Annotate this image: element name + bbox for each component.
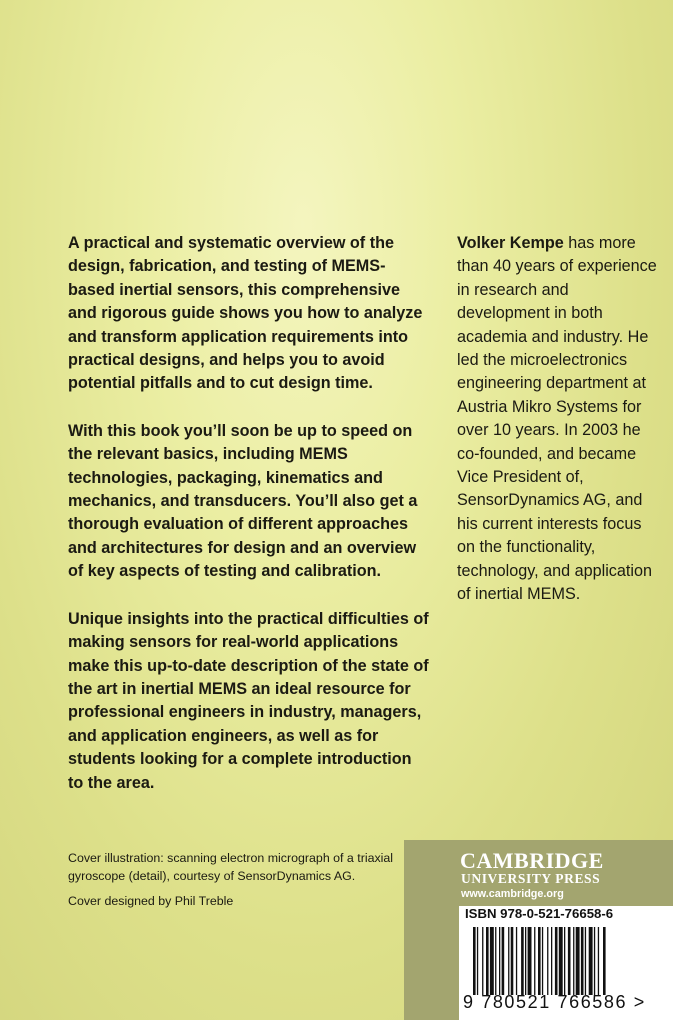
- barcode-bar: [551, 927, 552, 995]
- barcode-bar: [508, 927, 509, 995]
- barcode-bar: [528, 927, 532, 995]
- barcode-bar: [559, 927, 563, 995]
- publisher-panel: [404, 840, 673, 1020]
- barcode-bar: [499, 927, 500, 995]
- barcode-bar: [516, 927, 517, 995]
- publisher-url: www.cambridge.org: [461, 888, 564, 900]
- description-paragraph-1: A practical and systematic overview of the design, fabrication, and testing of MEMS-based inertial sensors, this comprehensive and rigorous guide shows you how to analyze and transform application requirements into practical designs, and helps you to avoid potential pitfalls and to cut design time.: [68, 234, 423, 393]
- barcode-bar: [490, 927, 494, 995]
- barcode-bar: [573, 927, 574, 995]
- barcode-bar: [547, 927, 548, 995]
- barcode-bar: [581, 927, 584, 995]
- barcode-bar: [534, 927, 535, 995]
- barcode-bar: [502, 927, 505, 995]
- barcode-bar: [576, 927, 580, 995]
- barcode-bar: [598, 927, 599, 995]
- barcode-bar: [473, 927, 476, 995]
- barcode-bar: [538, 927, 541, 995]
- barcode-bar: [564, 927, 565, 995]
- barcode: [459, 906, 673, 1020]
- barcode-bar: [568, 927, 571, 995]
- barcode-bar: [521, 927, 524, 995]
- barcode-bar: [477, 927, 478, 995]
- barcode-bars-icon: [473, 927, 663, 995]
- cover-designer-credit: Cover designed by Phil Treble: [68, 894, 234, 908]
- barcode-bar: [589, 927, 593, 995]
- description-paragraph-2: With this book you’ll soon be up to speed on the relevant basics, including MEMS technologies, packaging, kinematics and mechanics, and transducers. You’ll also get a thorough evaluation of different approaches and architectures for design and an overview of key aspects of testing and calibration.: [68, 421, 418, 581]
- author-name: Volker Kempe: [457, 234, 564, 252]
- barcode-bar: [585, 927, 586, 995]
- barcode-bar: [495, 927, 496, 995]
- cover-illustration-credit: Cover illustration: scanning electron micrograph of a triaxial gyroscope (detail), courtesy of SensorDynamics AG.: [68, 851, 394, 883]
- cover-credits: [68, 850, 398, 919]
- book-description: [68, 232, 430, 819]
- barcode-bar: [511, 927, 514, 995]
- publisher-subtitle: UNIVERSITY PRESS: [461, 871, 601, 886]
- barcode-bar: [482, 927, 483, 995]
- author-bio-text: has more than 40 years of experience in research and development in both academia and industry. He led the microelectronics engineering department at Austria Mikro Systems for over 10 years. In 2003 he co-founded, and became Vice President of, SensorDynamics AG, and his current interests focus on the functionality, technology, and application of inertial MEMS.: [457, 234, 657, 604]
- barcode-bar: [525, 927, 526, 995]
- barcode-bar: [594, 927, 595, 995]
- publisher-name: CAMBRIDGE: [460, 848, 604, 873]
- barcode-bar: [486, 927, 489, 995]
- barcode-bar: [542, 927, 543, 995]
- barcode-bar: [555, 927, 558, 995]
- author-bio: [457, 232, 663, 607]
- barcode-digits: 9 780521 766586 >: [463, 992, 646, 1012]
- barcode-bar: [603, 927, 606, 995]
- isbn-label: ISBN 978-0-521-76658-6: [465, 906, 614, 921]
- description-paragraph-3: Unique insights into the practical difficulties of making sensors for real-world applications make this up-to-date description of the state of the art in inertial MEMS an ideal resource for professional engineers in industry, managers, and application engineers, as well as for students looking for a complete introduction to the area.: [68, 609, 429, 792]
